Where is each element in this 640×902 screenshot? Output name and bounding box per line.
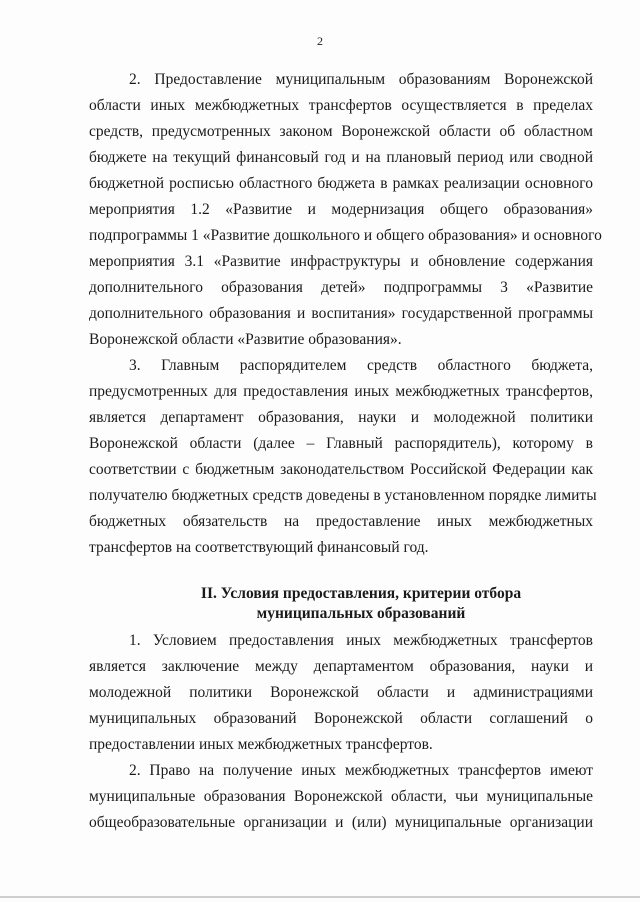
text-line: мероприятия 1.2 «Развитие и модернизация общего образования»	[89, 201, 593, 218]
text-line: дополнительного образования детей» подпрограммы 3 «Развитие	[89, 279, 593, 296]
text-line: Воронежской области «Развитие образования».	[89, 331, 402, 348]
text-line: области иных межбюджетных трансфертов осуществляется в пределах	[89, 97, 593, 114]
text-line: Воронежской области (далее – Главный распорядитель), которому в	[89, 435, 593, 452]
text-line: предоставлении иных межбюджетных трансфертов.	[89, 736, 433, 753]
text-line: средств, предусмотренных законом Воронежской области об областном	[89, 123, 593, 140]
text-line: молодежной политики Воронежской области и администрациями	[89, 684, 593, 701]
scan-bottom-edge	[0, 896, 640, 898]
text-line: бюджетных обязательств на предоставление иных межбюджетных	[89, 513, 593, 530]
text-line: подпрограммы 1 «Развитие дошкольного и общего образования» и основного	[89, 227, 602, 244]
text-line: мероприятия 3.1 «Развитие инфраструктуры и обновление содержания	[89, 253, 593, 270]
text-line: общеобразовательные организации и (или) муниципальные организации	[89, 814, 593, 831]
text-line: муниципальных образований Воронежской области соглашений о	[89, 710, 593, 727]
text-line: муниципальные образования Воронежской области, чьи муниципальные	[89, 788, 593, 805]
text-line: 3. Главным распорядителем средств областного бюджета,	[129, 357, 593, 374]
text-line: дополнительного образования и воспитания» государственной программы	[89, 305, 593, 322]
section-heading: II. Условия предоставления, критерии отбора	[200, 585, 522, 602]
text-line: соответствии с бюджетным законодательством Российской Федерации как	[89, 461, 593, 478]
text-line: получателю бюджетных средств доведены в установленном порядке лимиты	[89, 487, 597, 504]
section-heading-continued: муниципальных образований	[256, 605, 466, 622]
text-line: бюджете на текущий финансовый год и на плановый период или сводной	[89, 149, 593, 166]
text-line: 2. Предоставление муниципальным образованиям Воронежской	[129, 71, 593, 88]
text-line: трансфертов на соответствующий финансовый год.	[89, 539, 429, 556]
text-line: предусмотренных для предоставления иных межбюджетных трансфертов,	[89, 383, 593, 400]
page-number: 2	[317, 34, 323, 48]
text-line: 1. Условием предоставления иных межбюджетных трансфертов	[129, 632, 593, 649]
text-line: 2. Право на получение иных межбюджетных трансфертов имеют	[129, 762, 593, 779]
text-line: является заключение между департаментом образования, науки и	[89, 658, 593, 675]
text-line: бюджетной росписью областного бюджета в рамках реализации основного	[89, 175, 593, 192]
text-line: является департамент образования, науки и молодежной политики	[89, 409, 593, 426]
